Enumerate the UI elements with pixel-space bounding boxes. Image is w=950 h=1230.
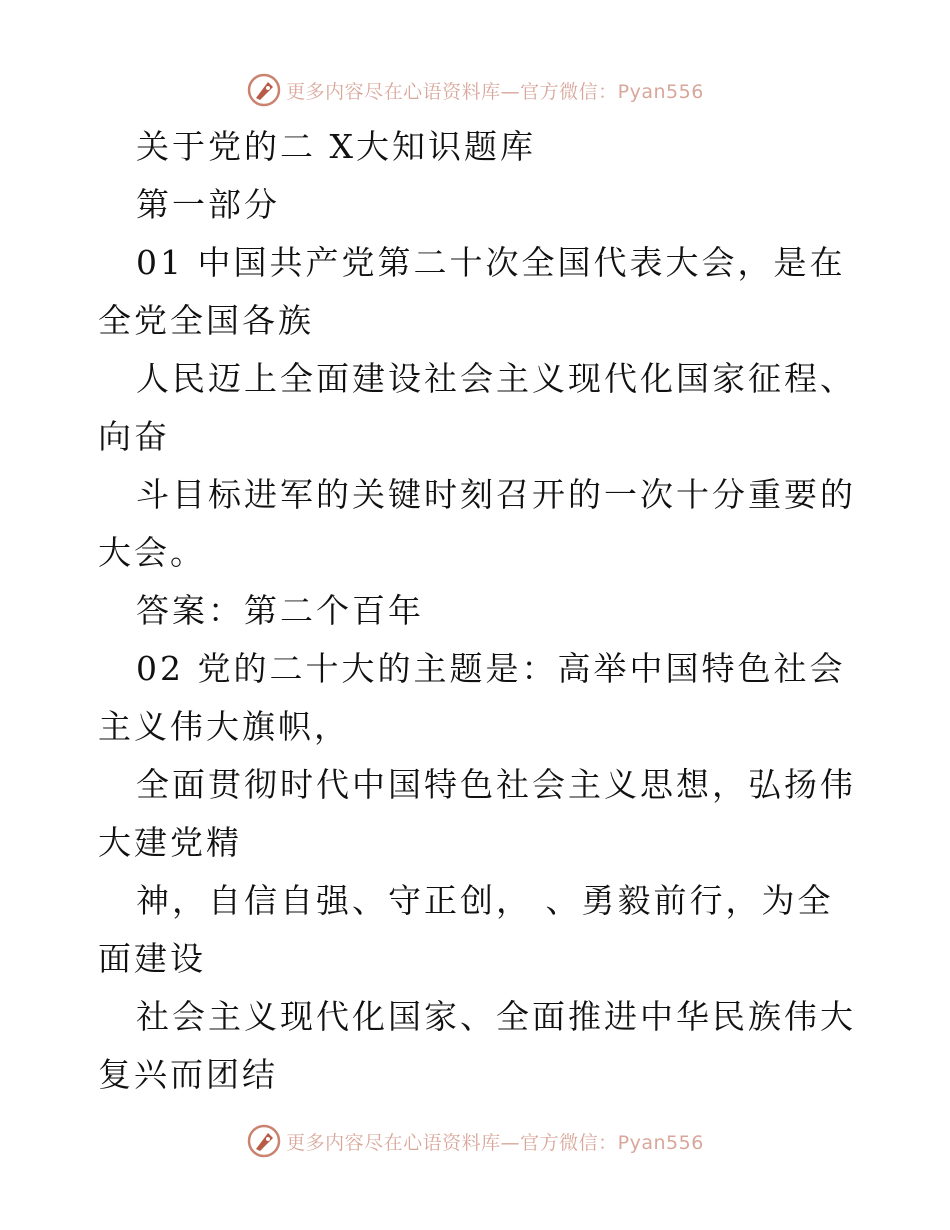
question-02-line-3: 神，自信自强、守正创， 、勇毅前行，为全面建设: [98, 881, 834, 978]
question-01-line-1: 01 中国共产党第二十次全国代表大会，是在全党全国各族: [98, 243, 846, 340]
watermark-footer: [0, 1121, 950, 1161]
pen-nib-logo-icon: [246, 1123, 282, 1159]
question-01-line-2: 人民迈上全面建设社会主义现代化国家征程、向奋: [98, 359, 856, 456]
answer-01: 答案：第二个百年: [136, 591, 424, 630]
document-body: [98, 118, 858, 1104]
question-02-line-4: 社会主义现代化国家、全面推进中华民族伟大复兴而团结: [98, 997, 856, 1094]
question-02-line-2: 全面贯彻时代中国特色社会主义思想，弘扬伟大建党精: [98, 765, 856, 862]
watermark-header: [0, 70, 950, 110]
watermark-text: 更多内容尽在心语资料库—官方微信：Pyan556: [286, 1131, 704, 1154]
pen-nib-logo-icon: [246, 72, 282, 108]
question-01-line-3: 斗目标进军的关键时刻召开的一次十分重要的大会。: [98, 475, 856, 572]
doc-title: 关于党的二 X大知识题库: [136, 127, 536, 166]
question-02-line-1: 02 党的二十大的主题是：高举中国特色社会主义伟大旗帜，: [98, 649, 846, 746]
watermark-text: 更多内容尽在心语资料库—官方微信：Pyan556: [286, 80, 704, 103]
section-heading: 第一部分: [136, 185, 280, 224]
